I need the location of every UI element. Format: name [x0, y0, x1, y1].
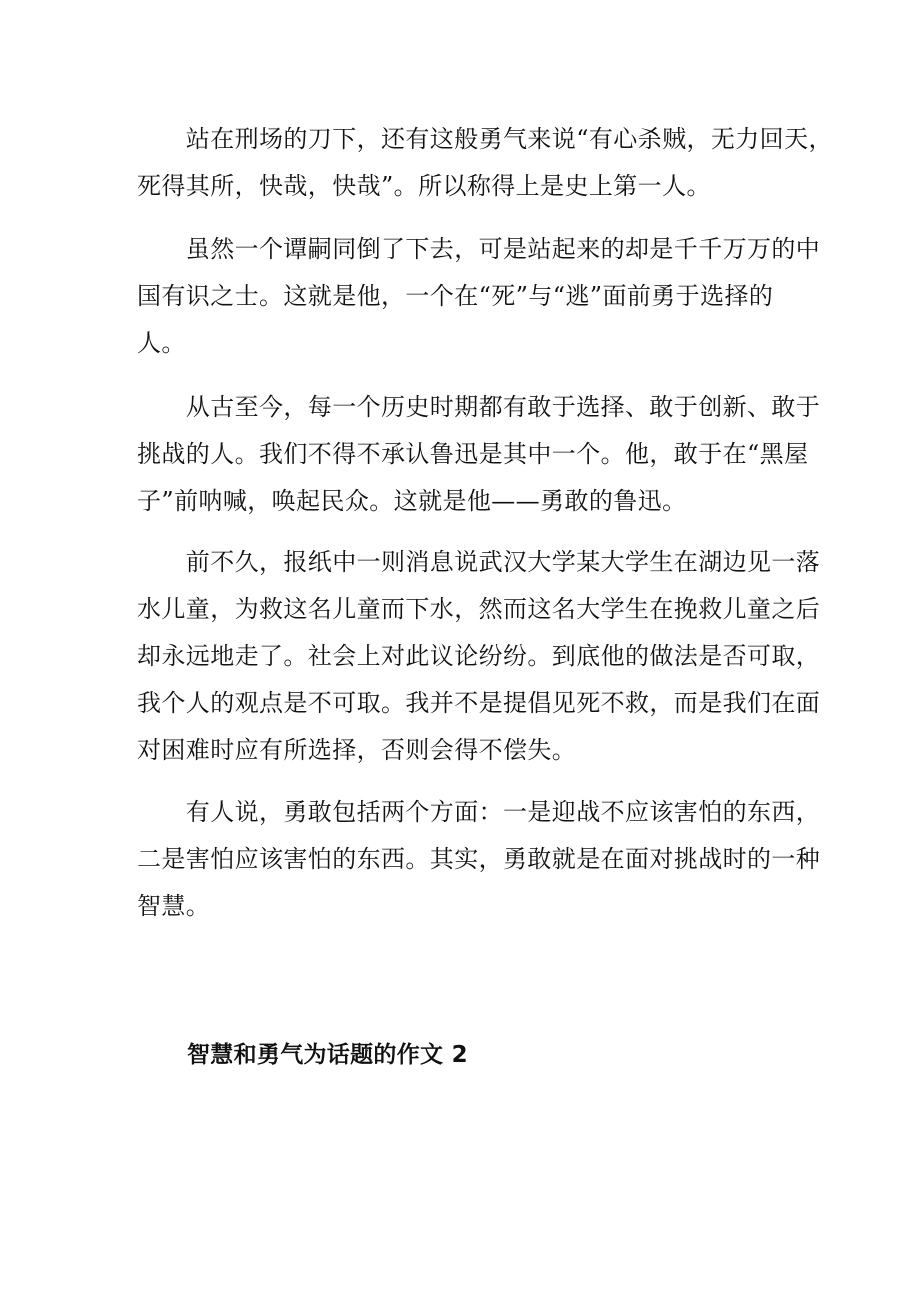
paragraph-line: 二是害怕应该害怕的东西。其实，勇敢就是在面对挑战时的一种	[137, 845, 821, 873]
section-heading: 智慧和勇气为话题的作文 2	[187, 1042, 468, 1068]
paragraph-line: 子”前呐喊，唤起民众。这就是他——勇敢的鲁迅。	[137, 487, 687, 515]
paragraph-line: 人。	[137, 329, 186, 357]
paragraph-line: 前不久，报纸中一则消息说武汉大学某大学生在湖边见一落	[137, 548, 821, 576]
paragraph-line: 从古至今，每一个历史时期都有敢于选择、敢于创新、敢于	[137, 393, 821, 421]
paragraph-line: 水儿童，为救这名儿童而下水，然而这名大学生在挽救儿童之后	[137, 595, 821, 623]
paragraph-line: 挑战的人。我们不得不承认鲁迅是其中一个。他，敢于在“黑屋	[137, 440, 809, 468]
paragraph-line: 站在刑场的刀下，还有这般勇气来说“有心杀贼，无力回天，	[137, 125, 833, 153]
paragraph-line: 我个人的观点是不可取。我并不是提倡见死不救，而是我们在面	[137, 689, 821, 717]
paragraph-line: 死得其所，快哉，快哉”。所以称得上是史上第一人。	[137, 172, 711, 200]
paragraph-line: 却永远地走了。社会上对此议论纷纷。到底他的做法是否可取，	[137, 642, 821, 670]
paragraph-line: 虽然一个谭嗣同倒了下去，可是站起来的却是千千万万的中	[137, 235, 821, 263]
paragraph-line: 有人说，勇敢包括两个方面：一是迎战不应该害怕的东西，	[137, 798, 821, 826]
paragraph-line: 国有识之士。这就是他，一个在“死”与“逃”面前勇于选择的	[137, 282, 774, 310]
paragraph-line: 对困难时应有所选择，否则会得不偿失。	[137, 736, 577, 764]
paragraph-line: 智慧。	[137, 892, 211, 920]
